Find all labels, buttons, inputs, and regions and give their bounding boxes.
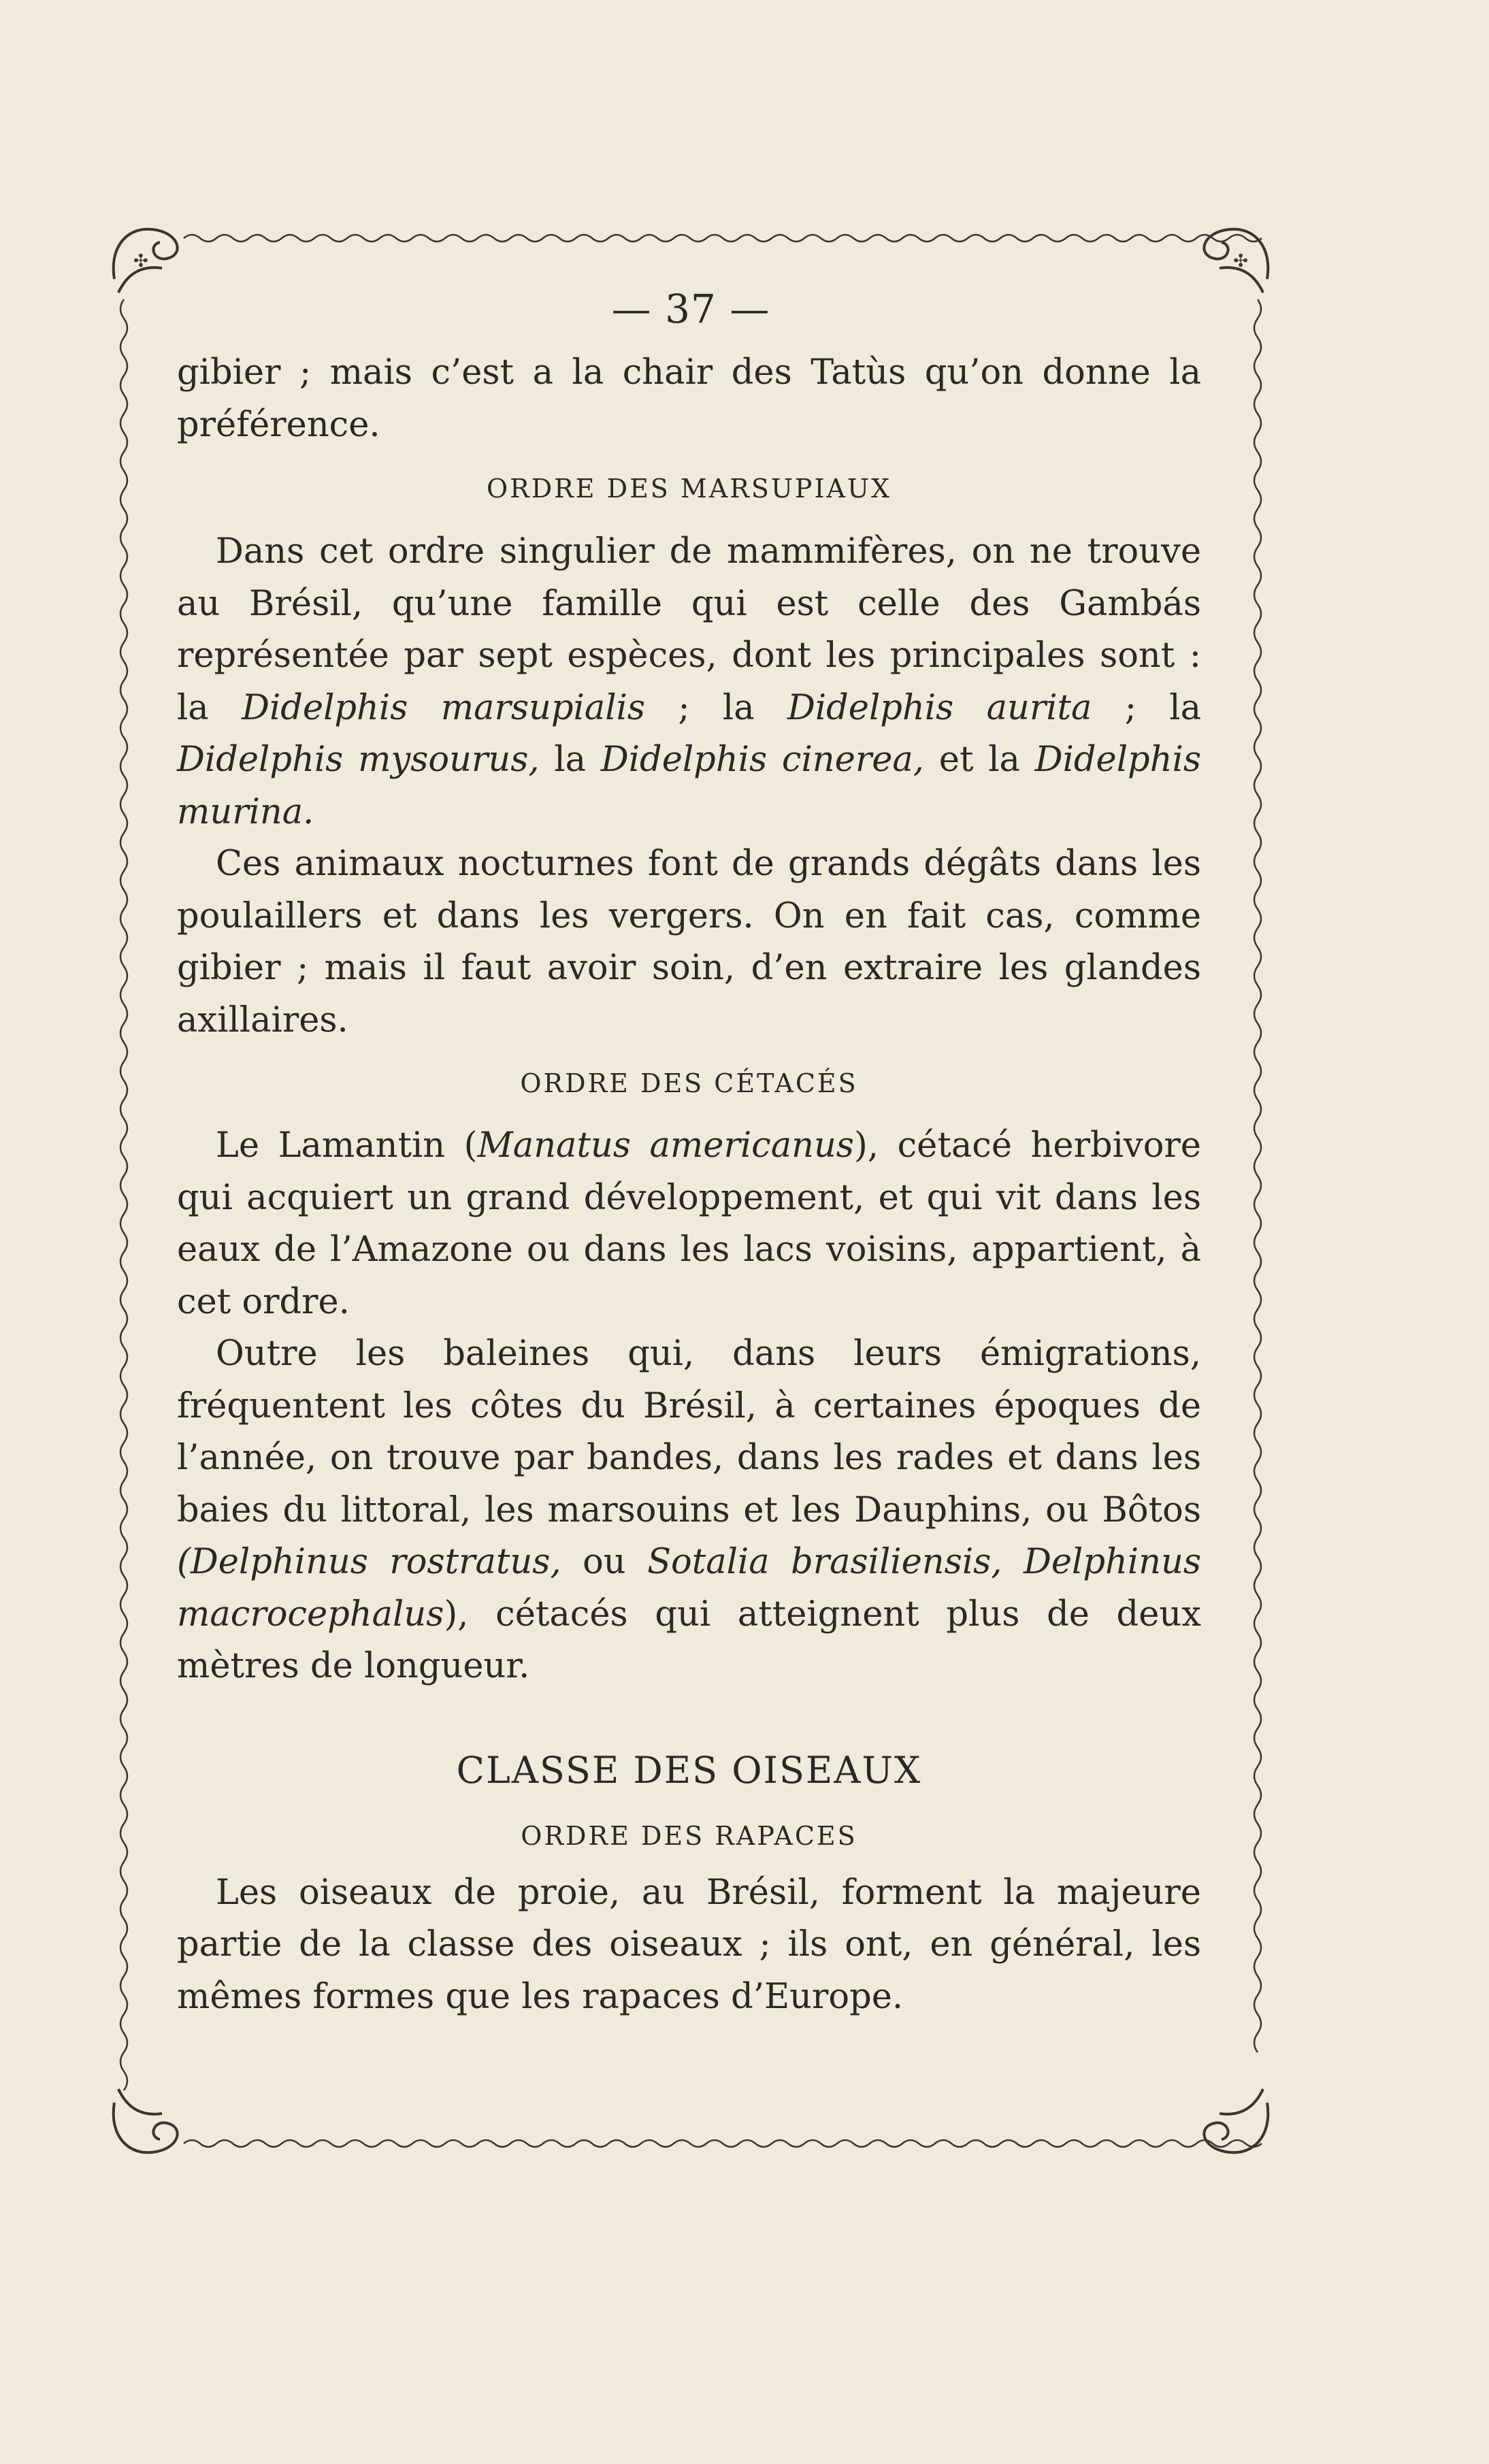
page-frame	[109, 218, 1273, 2164]
species-manatus-americanus: Manatus americanus	[477, 1126, 854, 1166]
species-delphinus-rostratus: (Delphinus rostratus,	[177, 1542, 561, 1582]
species-didelphis-marsupialis: Didelphis marsupialis	[242, 687, 646, 728]
heading-rapaces: ORDRE DES RAPACES	[521, 1820, 857, 1851]
species-didelphis-mysourus: Didelphis mysourus,	[177, 740, 540, 780]
corner-ornament-top-left	[114, 229, 178, 293]
corner-ornament-bottom-left	[114, 2089, 178, 2152]
marsupiaux-p1-text: Dans cet ordre singulier de mammifères, on ne trouve au Brésil, qu’une famille qui est celle des Gambás représentée par sept espèces, dont les principales sont : la	[177, 531, 1201, 728]
cetaces-paragraph-2	[177, 1328, 1201, 1693]
species-didelphis-murina: Didelphis murina.	[177, 740, 1202, 832]
heading-marsupiaux: ORDRE DES MARSUPIAUX	[486, 474, 892, 504]
svg-text:✣: ✣	[133, 251, 148, 272]
intro-paragraph: gibier ; mais c’est a la chair des Tatùs qu’on donne la préférence.	[177, 352, 1201, 445]
cetaces-p1-a: Le Lamantin (	[216, 1126, 478, 1166]
separator: et la	[924, 740, 1035, 780]
marsupiaux-paragraph-2: Ces animaux nocturnes font de grands dégâts dans les poulaillers et dans les vergers. On en fait cas, comme gibier ; mais il faut avoir soin, d’en extraire les glandes axillaires.	[177, 844, 1201, 1040]
page-number: — 37 —	[611, 286, 770, 332]
right-border-line	[1254, 299, 1261, 2052]
svg-text:✣: ✣	[1233, 251, 1248, 272]
page-body	[177, 347, 1201, 2023]
cetaces-p1-b: ), cétacé herbivore qui acquiert un grand développement, et qui vit dans les eaux de l’Amazone ou dans les lacs voisins, appartient, à cet ordre.	[177, 1126, 1201, 1322]
cetaces-paragraph-1	[177, 1120, 1201, 1328]
cetaces-p2-b: ), cétacés qui atteignent plus de deux mètres de longueur.	[177, 1594, 1201, 1686]
species-sotalia-delphinus: Sotalia brasiliensis, Delphinus macrocephalus	[177, 1542, 1201, 1635]
separator: ; la	[1092, 687, 1202, 728]
cetaces-p2-a: Outre les baleines qui, dans leurs émigrations, fréquentent les côtes du Brésil, à certaines époques de l’année, on trouve par bandes, dans les rades et dans les baies du littoral, les marsouins et les Dauphins, ou Bôtos	[177, 1334, 1201, 1530]
separator: la	[539, 740, 601, 780]
heading-classe-oiseaux: CLASSE DES OISEAUX	[456, 1748, 922, 1792]
cetaces-p2-mid: ou	[561, 1542, 648, 1582]
corner-ornament-bottom-right	[1204, 2089, 1268, 2152]
left-border-line	[120, 299, 127, 2090]
marsupiaux-paragraph-1	[177, 526, 1201, 838]
rapaces-paragraph: Les oiseaux de proie, au Brésil, forment la majeure partie de la classe des oiseaux ; ils ont, en général, les mêmes formes que les rapaces d’Europe.	[177, 1872, 1201, 2017]
separator: ; la	[645, 687, 787, 728]
heading-cetaces: ORDRE DES CÉTACÉS	[520, 1068, 858, 1098]
species-didelphis-aurita: Didelphis aurita	[787, 687, 1092, 728]
top-border-line	[184, 235, 1262, 242]
bottom-border-line	[184, 2140, 1262, 2147]
species-didelphis-cinerea: Didelphis cinerea,	[600, 740, 925, 780]
